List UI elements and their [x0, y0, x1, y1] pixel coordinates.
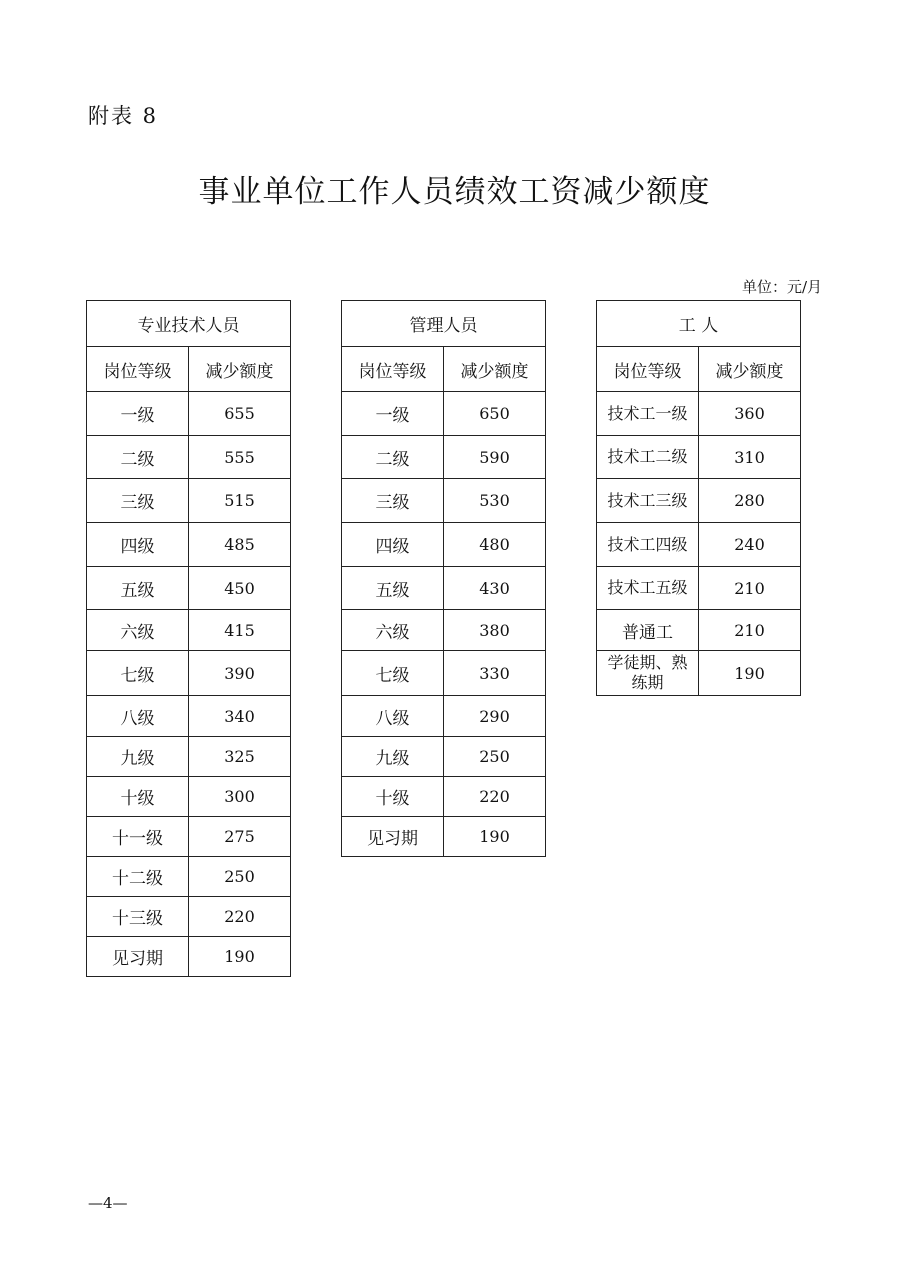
table-group-header: 管理人员	[342, 301, 546, 347]
page-title: 事业单位工作人员绩效工资减少额度	[198, 174, 711, 210]
level-cell: 学徒期、熟练期	[597, 651, 699, 696]
level-cell: 八级	[87, 696, 189, 737]
table-row	[87, 479, 291, 523]
table-row	[342, 479, 546, 523]
amount-cell: 210	[699, 567, 801, 610]
table-row	[342, 817, 546, 857]
table-row	[87, 567, 291, 610]
level-cell: 五级	[87, 567, 189, 610]
level-cell: 十二级	[87, 857, 189, 897]
level-cell: 见习期	[87, 937, 189, 977]
page-number: —4—	[88, 1194, 128, 1212]
amount-cell: 515	[189, 479, 291, 523]
professional-staff-table	[86, 300, 291, 977]
level-cell: 七级	[342, 651, 444, 696]
level-cell: 四级	[342, 523, 444, 567]
amount-cell: 430	[444, 567, 546, 610]
table-row	[342, 737, 546, 777]
table-row	[87, 857, 291, 897]
amount-cell: 590	[444, 436, 546, 479]
level-cell: 十级	[342, 777, 444, 817]
level-cell: 一级	[342, 392, 444, 436]
table-row	[87, 696, 291, 737]
column-header-amount: 减少额度	[444, 347, 546, 392]
amount-cell: 450	[189, 567, 291, 610]
table-row	[342, 610, 546, 651]
table-row	[87, 436, 291, 479]
table-row	[87, 937, 291, 977]
amount-cell: 240	[699, 523, 801, 567]
level-cell: 技术工一级	[597, 392, 699, 436]
amount-cell: 300	[189, 777, 291, 817]
amount-cell: 220	[189, 897, 291, 937]
level-cell: 十一级	[87, 817, 189, 857]
amount-cell: 220	[444, 777, 546, 817]
amount-cell: 325	[189, 737, 291, 777]
table-row	[342, 777, 546, 817]
table-row	[597, 651, 801, 696]
amount-cell: 415	[189, 610, 291, 651]
level-cell: 技术工二级	[597, 436, 699, 479]
level-cell: 一级	[87, 392, 189, 436]
column-header-level: 岗位等级	[87, 347, 189, 392]
table-row	[342, 392, 546, 436]
level-cell: 九级	[342, 737, 444, 777]
level-cell: 八级	[342, 696, 444, 737]
table-row	[342, 436, 546, 479]
table-row	[342, 567, 546, 610]
table-row	[87, 777, 291, 817]
table-row	[87, 392, 291, 436]
table-row	[87, 737, 291, 777]
table-row	[597, 523, 801, 567]
table-row	[87, 651, 291, 696]
level-cell: 九级	[87, 737, 189, 777]
amount-cell: 330	[444, 651, 546, 696]
level-cell: 技术工三级	[597, 479, 699, 523]
column-header-level: 岗位等级	[597, 347, 699, 392]
table-group-header: 工 人	[597, 301, 801, 347]
table-row	[597, 392, 801, 436]
amount-cell: 190	[699, 651, 801, 696]
level-cell: 七级	[87, 651, 189, 696]
unit-label: 单位：元/月	[741, 278, 822, 296]
table-row	[597, 610, 801, 651]
amount-cell: 280	[699, 479, 801, 523]
table-row	[87, 897, 291, 937]
amount-cell: 480	[444, 523, 546, 567]
table-row	[87, 523, 291, 567]
amount-cell: 340	[189, 696, 291, 737]
level-cell: 技术工四级	[597, 523, 699, 567]
level-cell: 二级	[87, 436, 189, 479]
amount-cell: 190	[444, 817, 546, 857]
amount-cell: 530	[444, 479, 546, 523]
amount-cell: 290	[444, 696, 546, 737]
amount-cell: 485	[189, 523, 291, 567]
amount-cell: 390	[189, 651, 291, 696]
level-cell: 十三级	[87, 897, 189, 937]
amount-cell: 555	[189, 436, 291, 479]
level-cell: 四级	[87, 523, 189, 567]
table-row	[342, 651, 546, 696]
management-staff-table	[341, 300, 546, 857]
table-group-header: 专业技术人员	[87, 301, 291, 347]
appendix-label: 附表 8	[88, 104, 159, 128]
level-cell: 见习期	[342, 817, 444, 857]
table-row	[342, 523, 546, 567]
table-row	[597, 479, 801, 523]
table-row	[597, 436, 801, 479]
level-cell: 五级	[342, 567, 444, 610]
level-cell: 十级	[87, 777, 189, 817]
amount-cell: 360	[699, 392, 801, 436]
level-cell: 六级	[87, 610, 189, 651]
table-row	[87, 817, 291, 857]
amount-cell: 655	[189, 392, 291, 436]
amount-cell: 210	[699, 610, 801, 651]
table-row	[597, 567, 801, 610]
level-cell: 普通工	[597, 610, 699, 651]
amount-cell: 250	[444, 737, 546, 777]
amount-cell: 310	[699, 436, 801, 479]
column-header-level: 岗位等级	[342, 347, 444, 392]
column-header-amount: 减少额度	[189, 347, 291, 392]
table-row	[87, 610, 291, 651]
amount-cell: 650	[444, 392, 546, 436]
level-cell: 技术工五级	[597, 567, 699, 610]
amount-cell: 380	[444, 610, 546, 651]
table-row	[342, 696, 546, 737]
level-cell: 三级	[87, 479, 189, 523]
column-header-amount: 减少额度	[699, 347, 801, 392]
amount-cell: 190	[189, 937, 291, 977]
amount-cell: 250	[189, 857, 291, 897]
worker-staff-table	[596, 300, 801, 696]
level-cell: 二级	[342, 436, 444, 479]
level-cell: 三级	[342, 479, 444, 523]
level-cell: 六级	[342, 610, 444, 651]
amount-cell: 275	[189, 817, 291, 857]
